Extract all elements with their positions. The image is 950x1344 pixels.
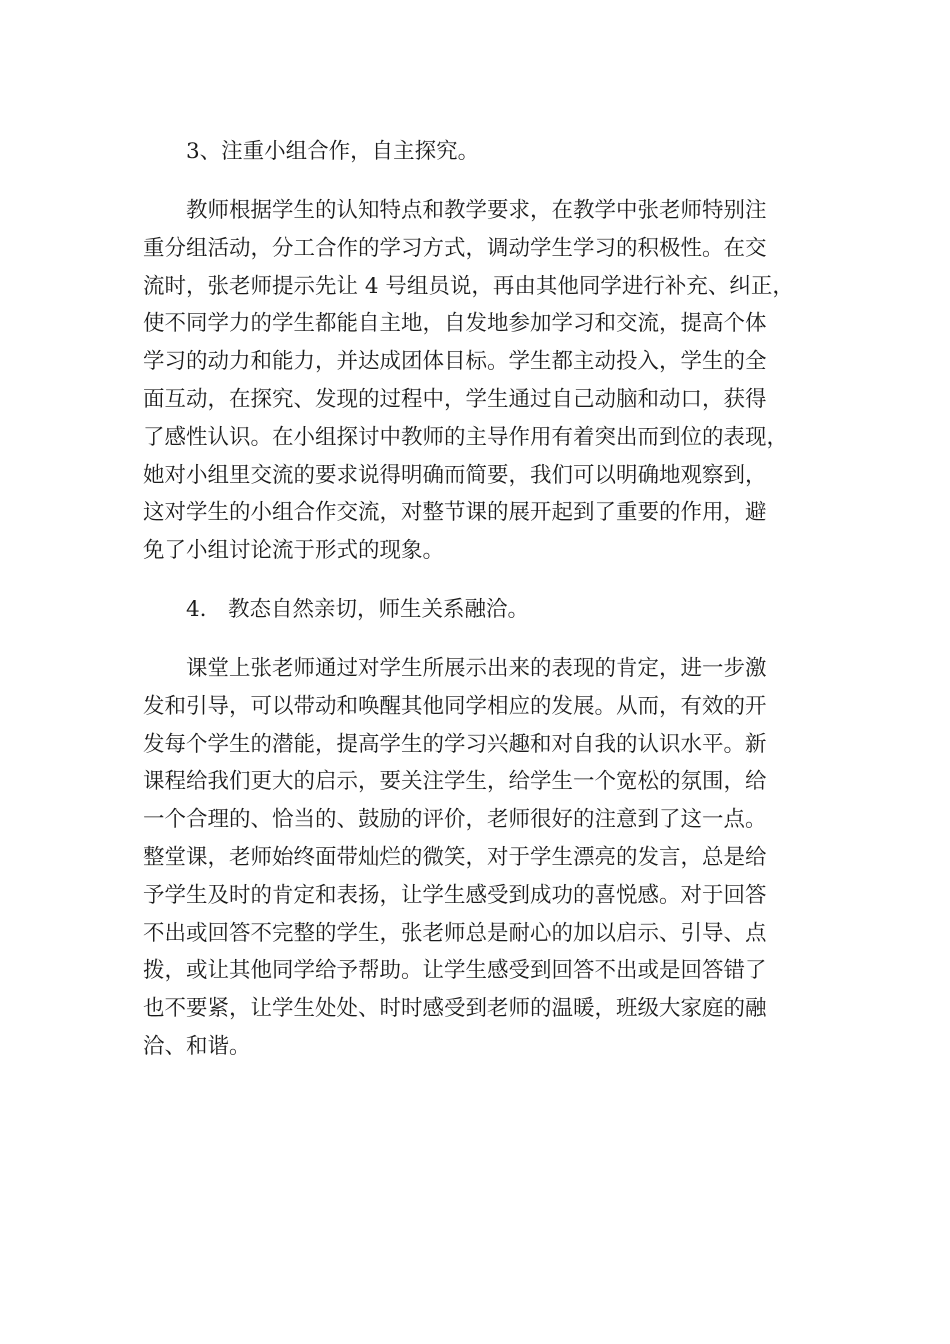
document-body <box>143 132 807 1086</box>
paragraph-line: 发和引导，可以带动和唤醒其他同学相应的发展。从而，有效的开 <box>143 693 767 719</box>
section-heading-3: 3、注重小组合作，自主探究。 <box>186 139 480 164</box>
section-paragraph-4 <box>143 650 807 1066</box>
paragraph-line: 不出或回答不完整的学生，张老师总是耐心的加以启示、引导、点 <box>143 920 767 946</box>
paragraph-line: 面互动，在探究、发现的过程中，学生通过自己动脑和动口，获得 <box>143 386 767 412</box>
paragraph-line: 使不同学力的学生都能自主地，自发地参加学习和交流，提高个体 <box>143 311 767 337</box>
paragraph-line: 整堂课，老师始终面带灿烂的微笑，对于学生漂亮的发言，总是给 <box>143 844 767 870</box>
paragraph-line: 她对小组里交流的要求说得明确而简要，我们可以明确地观察到， <box>143 462 767 488</box>
paragraph-line: 教师根据学生的认知特点和教学要求，在教学中张老师特别注 <box>186 198 767 223</box>
paragraph-line: 拨，或让其他同学给予帮助。让学生感受到回答不出或是回答错了 <box>143 958 767 984</box>
paragraph-line: 这对学生的小组合作交流，对整节课的展开起到了重要的作用，避 <box>143 500 767 526</box>
paragraph-line: 重分组活动，分工合作的学习方式，调动学生学习的积极性。在交 <box>143 235 767 261</box>
paragraph-line: 洽、和谐。 <box>143 1033 251 1059</box>
paragraph-line: 予学生及时的肯定和表扬，让学生感受到成功的喜悦感。对于回答 <box>143 882 767 908</box>
paragraph-line: 了感性认识。在小组探讨中教师的主导作用有着突出而到位的表现， <box>143 424 789 450</box>
section-paragraph-3 <box>143 192 807 570</box>
paragraph-line: 流时，张老师提示先让 4 号组员说，再由其他同学进行补充、纠正， <box>143 273 794 299</box>
paragraph-line: 发每个学生的潜能，提高学生的学习兴趣和对自我的认识水平。新 <box>143 731 767 757</box>
paragraph-line: 也不要紧，让学生处处、时时感受到老师的温暖，班级大家庭的融 <box>143 996 767 1022</box>
paragraph-line: 课程给我们更大的启示，要关注学生，给学生一个宽松的氛围，给 <box>143 769 767 795</box>
paragraph-line: 课堂上张老师通过对学生所展示出来的表现的肯定，进一步激 <box>186 655 767 681</box>
paragraph-line: 免了小组讨论流于形式的现象。 <box>143 538 445 564</box>
paragraph-line: 一个合理的、恰当的、鼓励的评价，老师很好的注意到了这一点。 <box>143 807 767 833</box>
paragraph-line: 学习的动力和能力，并达成团体目标。学生都主动投入，学生的全 <box>143 349 767 375</box>
section-heading-4: 4. 教态自然亲切，师生关系融洽。 <box>186 596 530 622</box>
